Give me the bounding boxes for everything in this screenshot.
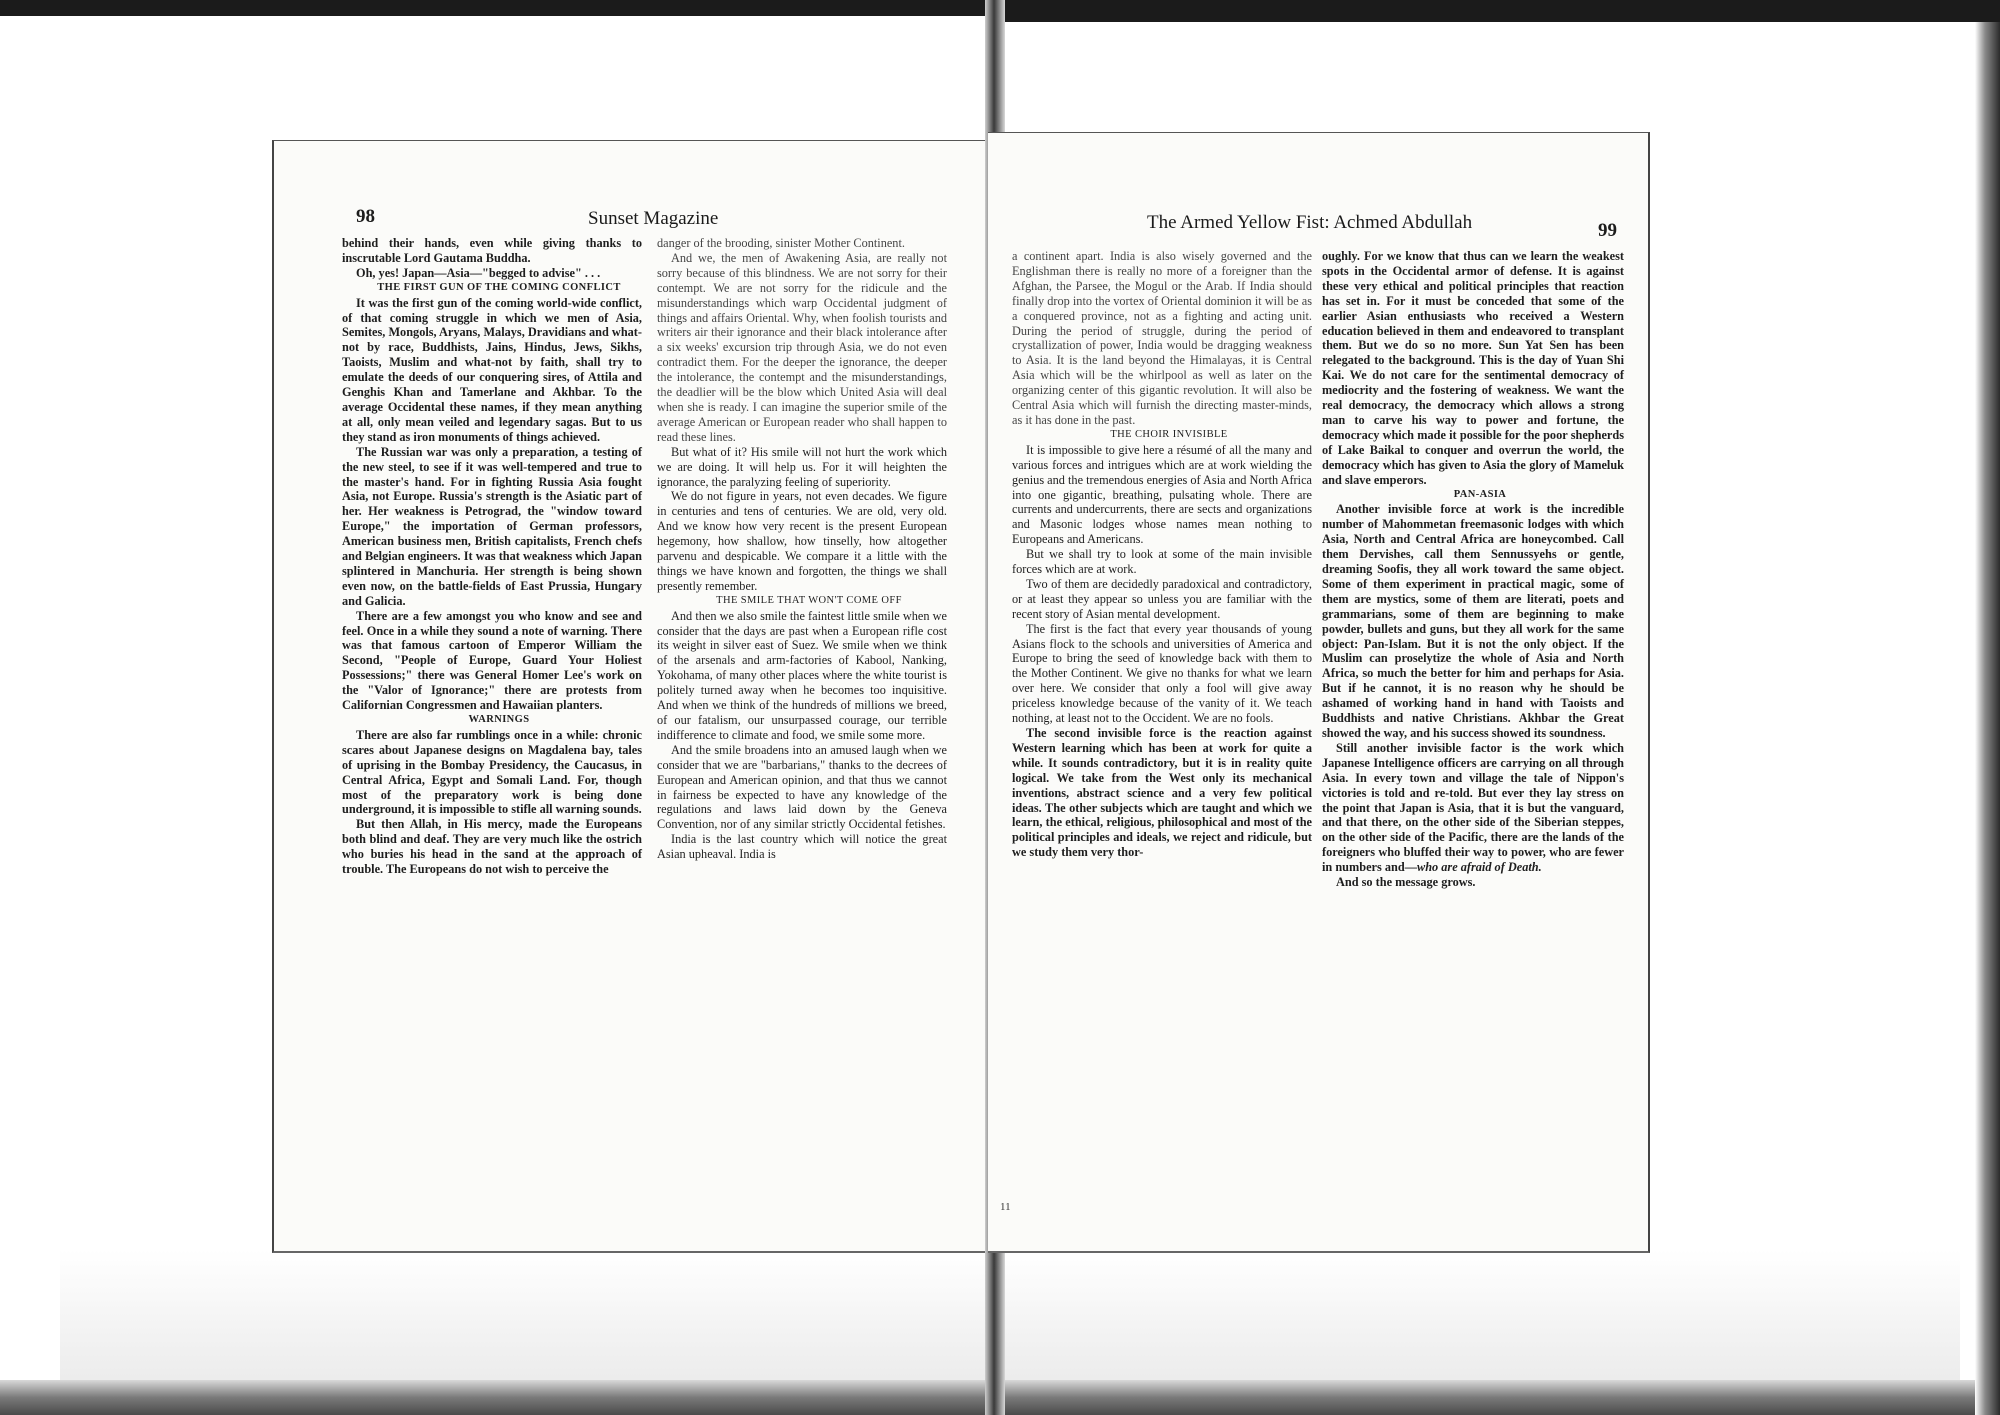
right-column-2 [1322,249,1624,890]
paragraph-text: Still another invisible factor is the work which Japanese Intelligence officers are carrying on all through Asia. In every town and village the tale of Nippon's victories is told and re-told. But ever they lay stress on the point that Japan is Asia, that it is but the vanguard, and that there, on the other side of the Siberian steppes, on the other side of the Pacific, there are the lands of the foreigners who bluffed their way to power, who are fewer in numbers and— [1322,740,1624,875]
paragraph: Two of them are decidedly paradoxical and contradictory, or at least they appear so unless you are familiar with the recent story of Asian mental development. [1012,576,1312,621]
paragraph: behind their hands, even while giving thanks to inscrutable Lord Gautama Buddha. [342,236,642,265]
paragraph: The Russian war was only a preparation, a testing of the new steel, to see if it was well-tempered and true to the master's hand. For in fighting Russia Asia fought Asia, not Europe. Russia's strength is the Asiatic part of her. Her weakness is Petrograd, the "window toward Europe," the importation of German professors, American business men, British capitalists, French chefs and Belgian engineers. It was that weakness which Japan splintered in Manchuria. Her strength is being shown even now, on the battle-fields of East Prussia, Hungary and Galicia. [342,444,642,608]
paragraph: The first is the fact that every year thousands of young Asians flock to the schools and universities of America and Europe to bring the seed of knowledge back with them to the Mother Continent. We give no thanks for what we learn over here. We consider that only a fool will give away priceless knowledge because of the vanity of it. We teach nothing, at least not to the Occident. We are no fools. [1012,621,1312,726]
section-heading: PAN-ASIA [1453,488,1507,500]
paragraph: And we, the men of Awakening Asia, are really not sorry because of this blindness. We are not sorry for their contempt. We are not sorry for the ridicule and the misunderstandings which warp Occidental judgment of things and affairs Oriental. Why, when foolish tourists and writers air their ignorance and their black intolerance after a six weeks' excursion trip through Asia, we do not even contradict them. For the deeper the ignorance, the deeper the intolerance, the contempt and the misunderstandings, the deadlier will be the blow which United Asia will deal when she is ready. I can imagine the superior smile of the average American or European reader who shall happen to read these lines. [657,250,947,444]
paragraph-italic: who are afraid of Death. [1417,860,1542,875]
left-column-1 [342,236,642,877]
paragraph: It was the first gun of the coming world-wide conflict, of that coming struggle in which we men of Asia, Semites, Mongols, Aryans, Malays, Dravidians and what-not by race, Buddhists, Jains, Hindus, Jews, Sikhs, Taoists, Muslim and what-not by faith, shall try to emulate the deeds of our conquering sires, of Attila and Genghis Khan and Tamerlane and Akhbar. To the average Occidental these names, if they mean anything at all, only mean veiled and legendary sagas. But to us they stand as iron monuments of things achieved. [342,295,642,444]
right-running-head: The Armed Yellow Fist: Achmed Abdullah [1147,212,1473,233]
scan-border-right [1975,22,2000,1415]
paragraph: But what of it? His smile will not hurt the work which we are doing. It will help us. For it will heighten the ignorance, the paralyzing feeling of superiority. [657,444,947,489]
paragraph: We do not figure in years, not even decades. We figure in centuries and tens of centuries. We are old, very old. And we know how very recent is the present European hegemony, how shallow, how tinselly, how altogether parvenu and despicable. We compare it a little with the things we have known and forgotten, the things we shall presently remember. [657,489,947,593]
scan-border-top-right [1005,0,2000,22]
signature-mark: 11 [1000,1201,1011,1213]
paragraph: But we shall try to look at some of the main invisible forces which are at work. [1012,547,1312,577]
paragraph: danger of the brooding, sinister Mother Continent. [657,236,905,250]
paragraph: And the smile broadens into an amused laugh when we consider that we are "barbarians," thanks to the decrees of European and American opinion, and that thus we cannot in fairness be expected to have any knowledge of the regulations and laws laid down by the Geneva Convention, nor of any similar strictly Occidental fetishes. [657,742,947,832]
paragraph: But then Allah, in His mercy, made the Europeans both blind and deaf. They are very much like the ostrich who buries his head in the sand at the approach of trouble. The Europeans do not wish to perceive the [342,817,642,877]
section-heading: THE CHOIR INVISIBLE [1110,428,1228,440]
scan-border-top-left [0,0,985,16]
paragraph [1322,741,1624,875]
paragraph: India is the last country which will notice the great Asian upheaval. India is [657,832,947,862]
paragraph: And so the message grows. [1336,875,1476,890]
section-heading: THE SMILE THAT WON'T COME OFF [716,594,902,606]
left-column-2 [657,236,947,862]
paragraph: And then we also smile the faintest little smile when we consider that the days are past when a European rifle cost its weight in silver east of Suez. We smile when we think of the arsenals and arm-factories of Kabool, Nanking, Yokohama, of many other places where the white tourist is politely turned away when he becomes too inquisitive. And when we think of the hundreds of millions we breed, of our fatalism, our unsurpassed courage, our terrible indifference to climate and food, we smile some more. [657,608,947,742]
left-running-head: Sunset Magazine [588,208,719,229]
paragraph: oughly. For we know that thus can we learn the weakest spots in the Occidental armor of defense. It is against these very ethical and political principles that reaction has set in. For it must be conceded that some of the earlier Asian enthusiasts who received a Western education believed in them and endeavored to transplant them. But we do so no more. Sun Yat Sen has been relegated to the background. This is the day of Yuan Shi Kai. We do not care for the sentimental democracy of mediocrity and the fostering of weakness. We want the real democracy, the democracy which allows a strong man to carve his way to power and fortune, the democracy which made it possible for the poor shepherds of Lake Baikal to conquer and overrun the world, the democracy which has given to Asia the glory of Mameluk and slave emperors. [1322,249,1624,487]
paragraph: The second invisible force is the reaction against Western learning which has been at work for quite a while. It sounds contradictory, but it is in reality quite logical. We take from the West only its mechanical inventions, abstract science and a very few political ideas. The other subjects which are taught and which we learn, the ethical, religious, philosophical and most of the political principles and ideals, we reject and ridicule, but we study them very thor- [1012,726,1312,860]
right-page-number: 99 [1598,220,1617,241]
section-heading: THE FIRST GUN OF THE COMING CONFLICT [377,281,621,293]
paragraph: There are also far rumblings once in a while: chronic scares about Japanese designs on Magdalena bay, tales of uprising in the Bombay Presidency, the Caucasus, in Central Africa, Egypt and Somali Land. For, though most of the preparatory work is being done underground, it is impossible to stifle all warning sounds. [342,727,642,817]
right-column-1 [1012,249,1312,860]
paragraph: Another invisible force at work is the incredible number of Mahommetan freemasonic lodges with which Asia, North and Central Africa are honeycombed. Call them Dervishes, call them Sennussyehs or gentle, dreaming Soofis, they all work toward the same object. Some of them experiment in practical magic, some of them are mystics, some of them are literati, poets and grammarians, some of them are beginning to make powder, bullets and guns, but they all work for the same object: Pan-Islam. But it is not the only object. If the Muslim can proselytize the whole of Asia and North Africa, so much the better for him and perhaps for Asia. But if he cannot, it is no reason why he should be ashamed of working hand in hand with Taoists and Buddhists and native Christians. Akhbar the Great showed the way, and his success showed its soundness. [1322,502,1624,740]
paragraph: a continent apart. India is also wisely governed and the Englishman there is really no more of a foreigner than the Afghan, the Parsee, the Mogul or the Arab. If India should finally drop into the vortex of Oriental dominion it will be as a conquered province, not as a fighting and acting unit. During the period of struggle, during the period of crystallization of power, India would be dragging weakness to Asia. It is the land beyond the Himalayas, it is Central Asia which will be the whirlpool as well as later on the organizing center of this gigantic revolution. It will also be Central Asia which will furnish the directing master-minds, as it has done in the past. [1012,249,1312,427]
scan-bottom-haze [60,1250,1960,1380]
section-heading: WARNINGS [468,714,530,725]
left-page-number: 98 [356,206,375,227]
paragraph: Oh, yes! Japan—Asia—"begged to advise" . . . [356,265,601,280]
paragraph: It is impossible to give here a résumé of all the many and various forces and intrigues which are at work wielding the genius and the tremendous energies of Asia and North Africa into one gigantic, breathing, pulsating whole. There are currents and undercurrents, there are sects and organizations and Masonic lodges whose names mean nothing to Europeans and Americans. [1012,442,1312,547]
paragraph: There are a few amongst you who know and see and feel. Once in a while they sound a note of warning. There was that famous cartoon of Emperor William the Second, "People of Europe, Guard Your Holiest Possessions;" there was General Homer Lee's work on the "Valor of Ignorance;" there are protests from Californian Congressmen and Hawaiian planters. [342,608,642,713]
